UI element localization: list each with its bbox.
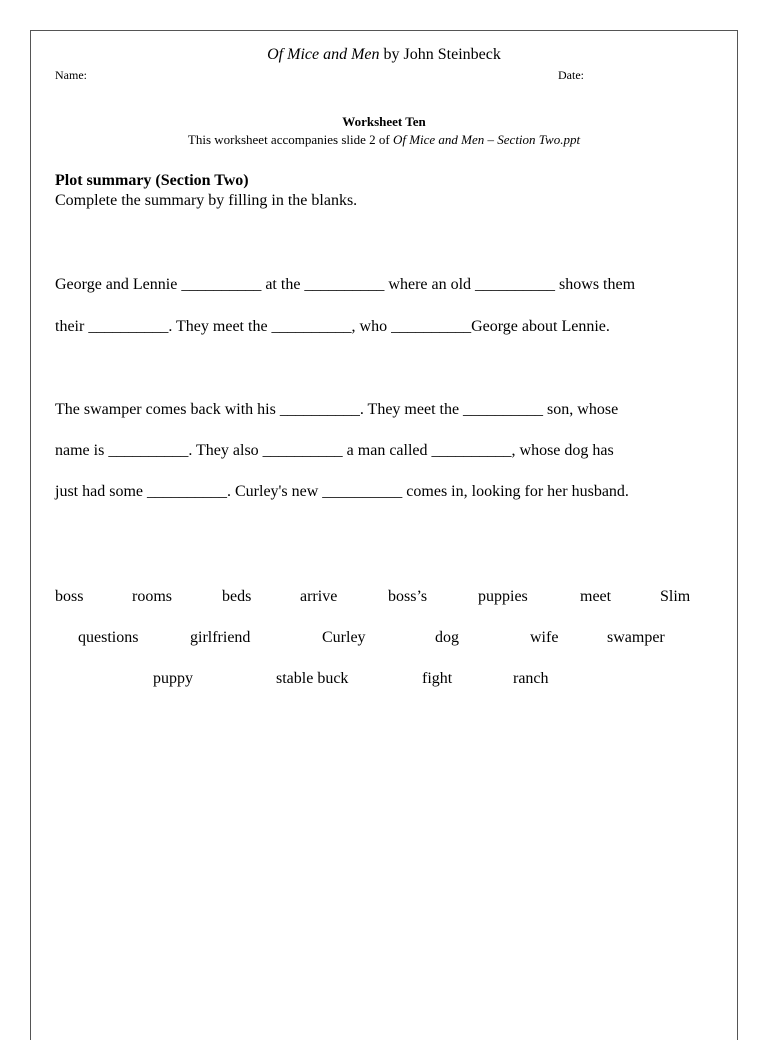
word-bank-item: puppies: [478, 588, 528, 605]
worksheet-title: Worksheet Ten: [342, 114, 426, 129]
word-bank-item: swamper: [607, 629, 665, 646]
paragraph2-line2: name is __________. They also __________ a man called __________, whose dog has: [55, 442, 614, 459]
word-bank-item: boss: [55, 588, 84, 605]
paragraph1-line2: their __________. They meet the __________, who __________George about Lennie.: [55, 318, 610, 335]
word-bank-item: beds: [222, 588, 252, 605]
section-heading: Plot summary (Section Two): [55, 172, 249, 189]
name-label: Name:: [55, 68, 87, 82]
word-bank-item: ranch: [513, 670, 549, 687]
instruction-text: Complete the summary by filling in the blanks.: [55, 192, 358, 209]
word-bank-item: questions: [78, 629, 139, 646]
subtitle-filename: Of Mice and Men – Section Two.ppt: [392, 132, 581, 147]
paragraph2-line3: just had some __________. Curley's new __________ comes in, looking for her husband.: [55, 483, 629, 500]
word-bank-item: arrive: [300, 588, 338, 605]
word-bank-item: stable buck: [276, 670, 349, 687]
word-bank-item: meet: [580, 588, 612, 605]
document-title: [0, 46, 768, 64]
word-bank-item: girlfriend: [190, 629, 251, 646]
word-bank-item: dog: [435, 629, 459, 646]
word-bank-item: rooms: [132, 588, 172, 605]
subtitle-prefix: This worksheet accompanies slide 2 of: [187, 132, 393, 147]
word-bank-item: fight: [422, 670, 453, 687]
word-bank-item: Curley: [322, 629, 366, 646]
paragraph1-line1: George and Lennie __________ at the __________ where an old __________ shows them: [55, 276, 636, 293]
title-author: by John Steinbeck: [379, 46, 501, 63]
word-bank-item: boss’s: [388, 588, 428, 605]
word-bank-item: Slim: [660, 588, 691, 605]
paragraph2-line1: The swamper comes back with his __________. They meet the __________ son, whose: [55, 401, 619, 418]
date-label: Date:: [558, 68, 584, 82]
worksheet-subtitle: [0, 132, 768, 148]
word-bank-item: puppy: [153, 670, 193, 687]
title-book-name: Of Mice and Men: [267, 46, 380, 63]
word-bank-item: wife: [530, 629, 559, 646]
